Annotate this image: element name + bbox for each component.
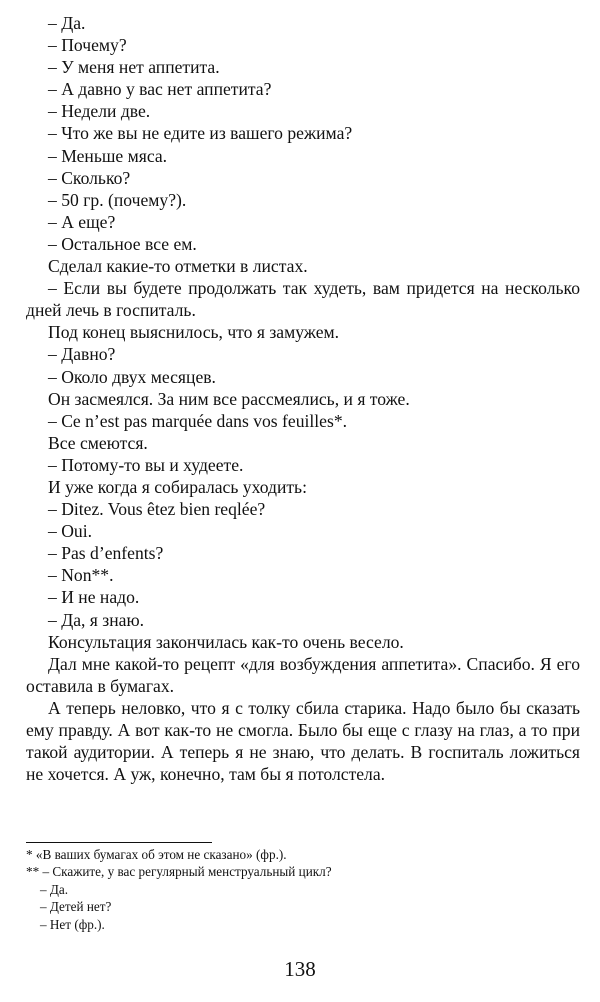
- dialogue-line: – Ditez. Vous êtez bien reqlée?: [48, 499, 266, 520]
- footnote-2-line: – Нет (фр.).: [40, 916, 105, 932]
- dialogue-line: – И не надо.: [48, 587, 140, 608]
- dialogue-line: – 50 гр. (почему?).: [48, 189, 187, 210]
- dialogue-line: – Меньше мяса.: [48, 145, 168, 166]
- dialogue-line: – А еще?: [48, 211, 116, 232]
- dialogue-line: – Ce n’est pas marquée dans vos feuilles*.: [48, 410, 348, 431]
- narration-paragraph: Под конец выяснилось, что я замужем.: [48, 322, 340, 343]
- narration-paragraph: Он засмеялся. За ним все рассмеялись, и я тоже.: [48, 388, 410, 409]
- narration-paragraph: Сделал какие-то отметки в листах.: [48, 256, 308, 277]
- dialogue-line: – Сколько?: [48, 167, 131, 188]
- dialogue-line: – Да.: [48, 13, 86, 33]
- dialogue-line: – Что же вы не едите из вашего режима?: [48, 123, 353, 144]
- footnote-1: * «В ваших бумагах об этом не сказано» (фр.).: [26, 847, 287, 862]
- narration-paragraph: И уже когда я собиралась уходить:: [48, 476, 307, 497]
- dialogue-line: – Давно?: [48, 344, 116, 365]
- dialogue-line: – Около двух месяцев.: [48, 366, 216, 387]
- narration-paragraph: Дал мне какой-то рецепт «для возбуждения аппетита». Спасибо. Я его оставила в бумагах.: [26, 653, 580, 696]
- main-text: [26, 12, 580, 785]
- narration-paragraph: Консультация закончилась как-то очень весело.: [48, 631, 404, 652]
- footnote-divider: [26, 842, 212, 843]
- dialogue-line: – А давно у вас нет аппетита?: [48, 79, 272, 100]
- footnote-2: ** – Скажите, у вас регулярный менструальный цикл?: [26, 864, 332, 880]
- dialogue-line: – Если вы будете продолжать так худеть, вам придется на несколько дней лечь в госпиталь.: [26, 278, 580, 321]
- dialogue-line: – У меня нет аппетита.: [48, 57, 220, 78]
- dialogue-line: – Потому-то вы и худеете.: [48, 454, 244, 475]
- footnotes: [26, 846, 580, 933]
- dialogue-line: – Oui.: [48, 521, 92, 542]
- page-number: 138: [284, 957, 316, 981]
- dialogue-line: – Да, я знаю.: [48, 609, 145, 630]
- dialogue-line: – Почему?: [48, 35, 127, 56]
- dialogue-line: – Pas d’enfents?: [48, 543, 164, 564]
- footnote-2-line: – Да.: [40, 881, 69, 897]
- footnote-2-line: – Детей нет?: [40, 899, 112, 915]
- dialogue-line: – Non**.: [48, 565, 114, 586]
- narration-paragraph: Все смеются.: [48, 432, 148, 453]
- dialogue-line: – Остальное все ем.: [48, 233, 197, 254]
- dialogue-line: – Недели две.: [48, 101, 151, 122]
- narration-paragraph: А теперь неловко, что я с толку сбила старика. Надо было бы сказать ему правду. А вот как-то не смогла. Было бы еще с глазу на глаз, а то при такой аудитории. А теперь я не знаю, что делать. В госпиталь ложиться не хочется. А уж, конечно, там бы я потолстела.: [26, 697, 580, 785]
